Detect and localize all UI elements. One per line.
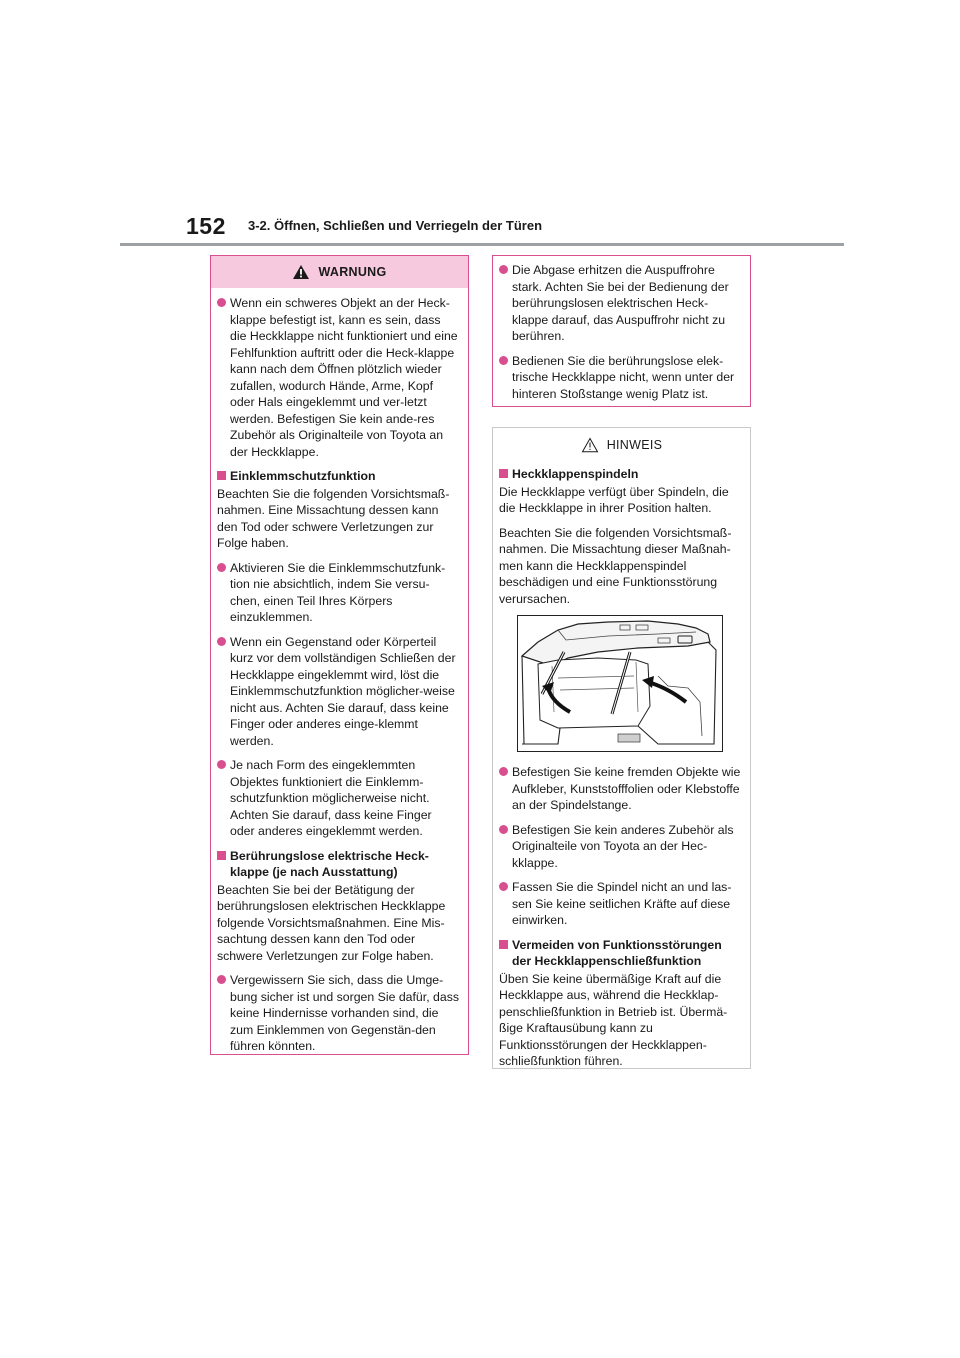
- warning-subheading: Einklemmschutzfunktion: [217, 468, 459, 485]
- warning-title: WARNUNG: [318, 265, 387, 279]
- note-paragraph: Üben Sie keine übermäßige Kraft auf die Heckklappe aus, während die Heckklap-penschließfunktion in Betrieb ist. Übermä-ßige Kraftausübung kann zu Funktionsstörungen der Heckklappen-schließfunktion führen.: [499, 971, 728, 1068]
- bullet-dot-icon: [217, 760, 226, 769]
- warning-subheading: Berührungslose elektrische Heck-klappe (je nach Ausstattung): [217, 848, 459, 881]
- warning-continued-box: [492, 255, 751, 407]
- header-divider: [120, 243, 844, 246]
- bullet-dot-icon: [499, 767, 508, 776]
- bullet-dot-icon: [499, 356, 508, 365]
- warning-bullet: Je nach Form des eingeklemmten Objektes funktioniert die Einklemm-schutzfunktion möglicherweise nicht. Achten Sie darauf, dass keine Finger oder anderes eingeklemmt werden.: [217, 757, 459, 840]
- note-bullet: Fassen Sie die Spindel nicht an und las-sen Sie keine seitlichen Kräfte auf diese einwirken.: [499, 879, 741, 929]
- bullet-square-icon: [217, 471, 226, 480]
- bullet-square-icon: [499, 469, 508, 478]
- bullet-dot-icon: [499, 882, 508, 891]
- note-subheading: Vermeiden von Funktionsstörungen der Heckklappenschließfunktion: [499, 937, 741, 970]
- note-bullet: Befestigen Sie keine fremden Objekte wie Aufkleber, Kunststofffolien oder Klebstoffe an der Spindelstange.: [499, 764, 741, 814]
- note-header: [493, 430, 750, 460]
- bullet-dot-icon: [217, 975, 226, 984]
- bullet-dot-icon: [217, 298, 226, 307]
- bullet-dot-icon: [217, 637, 226, 646]
- warning-bullet: Wenn ein schweres Objekt an der Heck-klappe befestigt ist, kann es sein, dass die Heckklappe nicht funktioniert und eine Fehlfunktion auftritt oder die Heck-klappe kann nach dem Öffnen plötzlich wieder zufallen, wodurch Hände, Arme, Kopf oder Hals eingeklemmt und ver-letzt werden. Befestigen Sie kein ande-res Zubehör als Originalteile von Toyota an der Heckklappe.: [217, 295, 459, 460]
- warning-bullet: Vergewissern Sie sich, dass die Umge-bung sicher ist und sorgen Sie dafür, dass keine Hindernisse vorhanden sind, die zum Einklemmen von Gegenstän-den führen könnten.: [217, 972, 459, 1055]
- section-title: 3-2. Öffnen, Schließen und Verriegeln der Türen: [248, 218, 543, 233]
- warning-bullet: Bedienen Sie die berührungslose elek-trische Heckklappe nicht, wenn unter der hinteren Stoßstange wenig Platz ist.: [499, 353, 741, 403]
- note-title: HINWEIS: [606, 438, 663, 452]
- warning-paragraph: Beachten Sie die folgenden Vorsichtsmaß-nahmen. Eine Missachtung dessen kann den Tod oder schwere Verletzungen zur Folge haben.: [217, 486, 450, 550]
- note-bullet: Befestigen Sie kein anderes Zubehör als Originalteile von Toyota an der Hec-kklappe.: [499, 822, 741, 872]
- note-paragraph: Beachten Sie die folgenden Vorsichtsmaß-nahmen. Die Missachtung dieser Maßnah-men kann die Heckklappenspindel beschädigen und eine Funktionsstörung verursachen.: [499, 525, 732, 606]
- bullet-dot-icon: [499, 265, 508, 274]
- warning-bullet: Die Abgase erhitzen die Auspuffrohre stark. Achten Sie bei der Bedienung der berührungslosen elektrischen Heck-klappe darauf, das Auspuffrohr nicht zu berühren.: [499, 262, 741, 345]
- note-box: [492, 427, 751, 1069]
- bullet-dot-icon: [217, 563, 226, 572]
- page-number: 152: [186, 213, 226, 239]
- note-subheading: Heckklappenspindeln: [499, 466, 741, 483]
- warning-header: [211, 256, 468, 288]
- note-paragraph: Die Heckklappe verfügt über Spindeln, die die Heckklappe in ihrer Position halten.: [499, 484, 729, 515]
- warning-box: [210, 255, 469, 1055]
- tailgate-struts-illustration: [517, 615, 723, 752]
- warning-bullet: Aktivieren Sie die Einklemmschutzfunk-tion nie absichtlich, indem Sie versu-chen, einen Teil Ihres Körpers einzuklemmen.: [217, 560, 459, 626]
- bullet-dot-icon: [499, 825, 508, 834]
- bullet-square-icon: [217, 851, 226, 860]
- warning-paragraph: Beachten Sie bei der Betätigung der berührungslosen elektrischen Heckklappe folgende Vorsichtsmaßnahmen. Eine Mis-sachtung dessen kann den Tod oder schwere Verletzungen zur Folge haben.: [217, 882, 446, 963]
- warning-bullet: Wenn ein Gegenstand oder Körperteil kurz vor dem vollständigen Schließen der Heckklappe eingeklemmt wird, löst die Einklemmschutzfunktion möglicher-weise nicht aus. Achten Sie darauf, dass keine Finger oder anderes einge-klemmt werden.: [217, 634, 459, 750]
- caution-triangle-icon: [581, 437, 599, 453]
- warning-triangle-icon: [292, 264, 310, 280]
- bullet-square-icon: [499, 940, 508, 949]
